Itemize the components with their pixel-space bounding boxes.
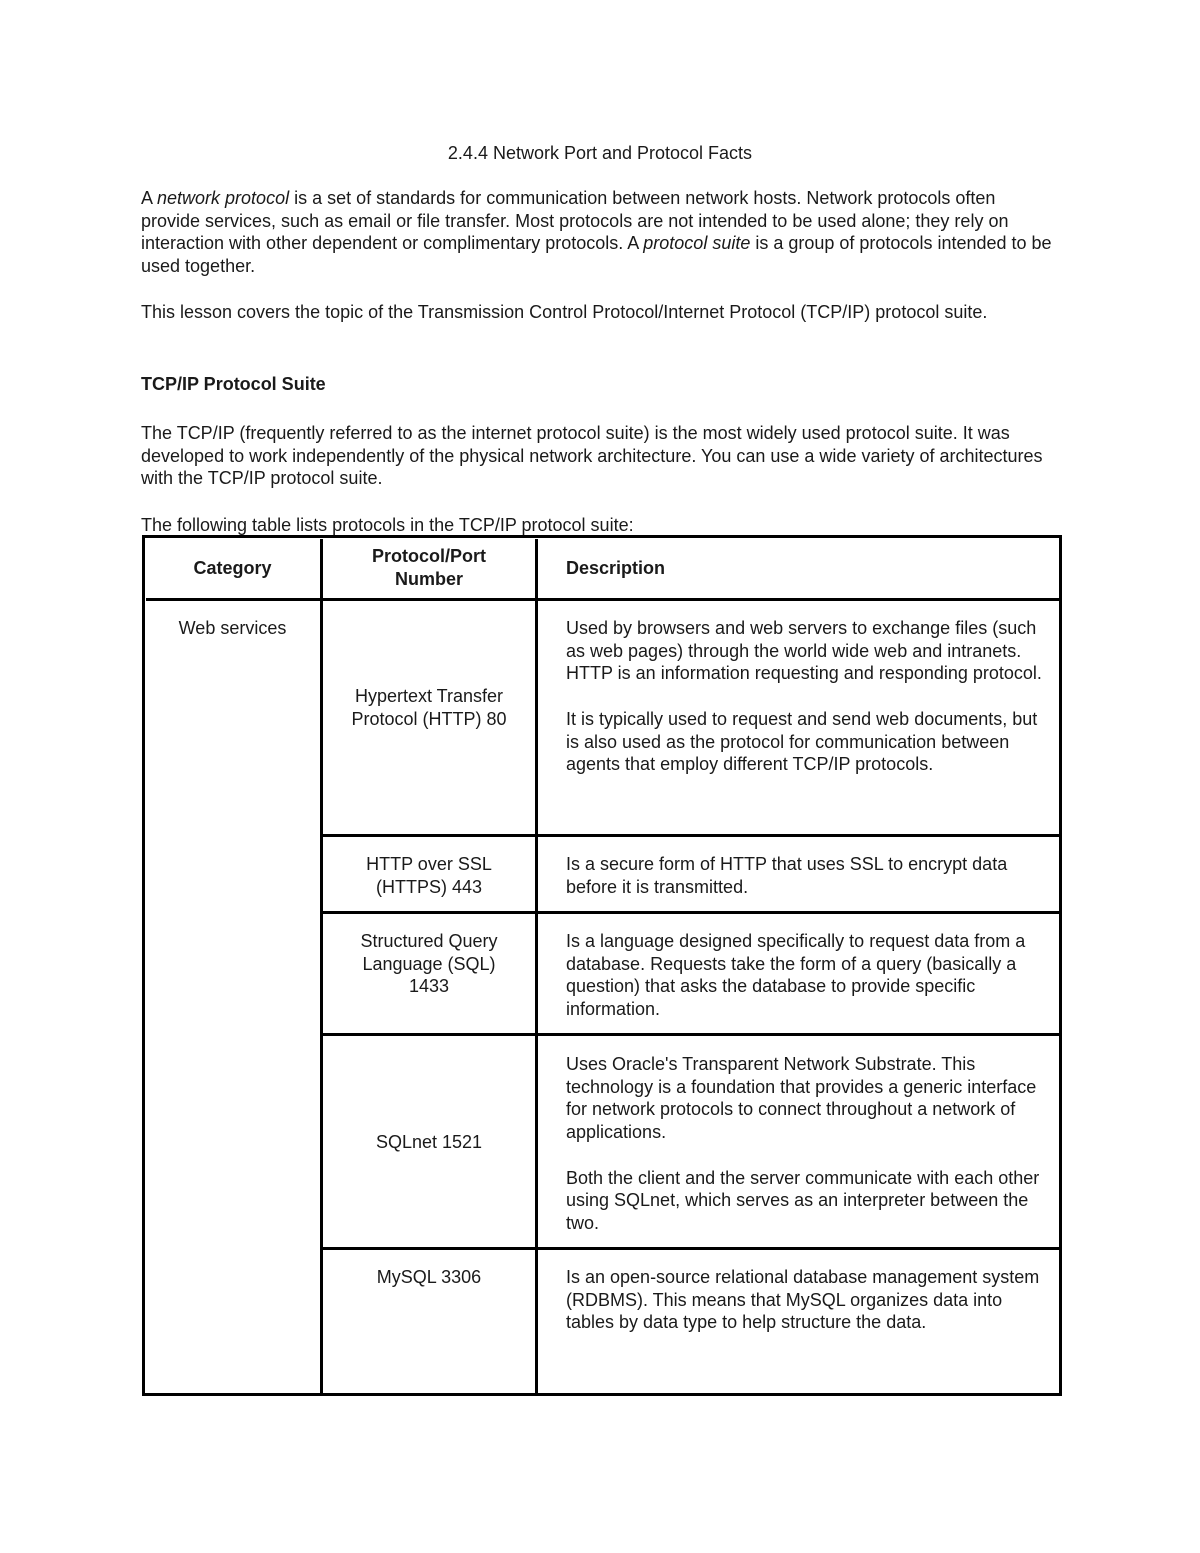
protocol-cell-sqlnet: SQLnet 1521: [375, 1132, 483, 1152]
column-divider-2: [535, 539, 538, 1396]
intro-text-1: A: [141, 188, 158, 208]
description-cell-sql: [566, 930, 1046, 1021]
row-divider: [323, 1247, 1059, 1250]
description-cell-http: [566, 617, 1046, 776]
header-divider: [146, 598, 1059, 601]
table-border-bottom: [142, 1393, 1062, 1396]
header-protocol: Protocol/Port Number: [371, 546, 486, 589]
description-paragraph: Is a language designed specifically to request data from a database. Requests take the form of a query (basically a question) that asks the database to provide specific information.: [566, 931, 1026, 1020]
description-paragraph: Used by browsers and web servers to exchange files (such as web pages) through the world wide web and intranets. HTTP is an information requesting and responding protocol.: [566, 618, 1042, 684]
protocol-cell-https: HTTP over SSL (HTTPS) 443: [366, 854, 492, 897]
intro-text-2: is a set of standards for communication between network hosts. Network protocols often provide services, such as email or file transfer. Most protocols are not intended to be used alone; they rely on interaction with other dependent or complimentary protocols. A: [141, 188, 1009, 254]
protocol-cell-http: Hypertext Transfer Protocol (HTTP) 80: [351, 686, 507, 729]
description-cell-sqlnet: [566, 1053, 1046, 1235]
description-paragraph: It is typically used to request and send web documents, but is also used as the protocol for communication between agents that employ different TCP/IP protocols.: [566, 708, 1038, 775]
table-border-right: [1059, 535, 1062, 1396]
intro-text-3: is a group of protocols intended to be used together.: [141, 233, 1052, 277]
protocol-cell-sql: Structured Query Language (SQL) 1433: [360, 931, 498, 997]
table-border-left: [142, 535, 145, 1396]
network-protocol-term: network protocol: [157, 188, 290, 208]
lesson-paragraph: This lesson covers the topic of the Transmission Control Protocol/Internet Protocol (TCP/IP) protocol suite.: [141, 302, 988, 322]
protocol-table: [142, 535, 1062, 1396]
intro-paragraph: [141, 187, 1056, 278]
protocol-cell-mysql: MySQL 3306: [376, 1267, 482, 1287]
header-description: Description: [566, 557, 666, 578]
table-intro: The following table lists protocols in the TCP/IP protocol suite:: [141, 515, 634, 535]
description-paragraph: Is an open-source relational database management system (RDBMS). This means that MySQL organizes data into tables by data type to help structure the data.: [566, 1267, 1040, 1333]
description-cell-mysql: [566, 1266, 1046, 1334]
category-cell: Web services: [178, 618, 287, 638]
section-heading: TCP/IP Protocol Suite: [141, 374, 326, 394]
column-divider-1: [320, 539, 323, 1396]
protocol-suite-term: protocol suite: [643, 233, 751, 254]
row-divider: [323, 911, 1059, 914]
section-paragraph: The TCP/IP (frequently referred to as the internet protocol suite) is the most widely used protocol suite. It was developed to work independently of the physical network architecture. You can use a wide variety of architectures with the TCP/IP protocol suite.: [141, 423, 1043, 489]
description-paragraph: Is a secure form of HTTP that uses SSL to encrypt data before it is transmitted.: [566, 854, 1008, 897]
row-divider: [323, 834, 1059, 837]
description-paragraph: Both the client and the server communicate with each other using SQLnet, which serves as an interpreter between the two.: [566, 1167, 1040, 1233]
description-cell-https: [566, 853, 1046, 898]
description-paragraph: Uses Oracle's Transparent Network Substrate. This technology is a foundation that provides a generic interface for network protocols to connect throughout a network of applications.: [566, 1054, 1037, 1143]
page-title: 2.4.4 Network Port and Protocol Facts: [447, 143, 753, 163]
header-category: Category: [193, 557, 272, 578]
row-divider: [323, 1033, 1059, 1036]
